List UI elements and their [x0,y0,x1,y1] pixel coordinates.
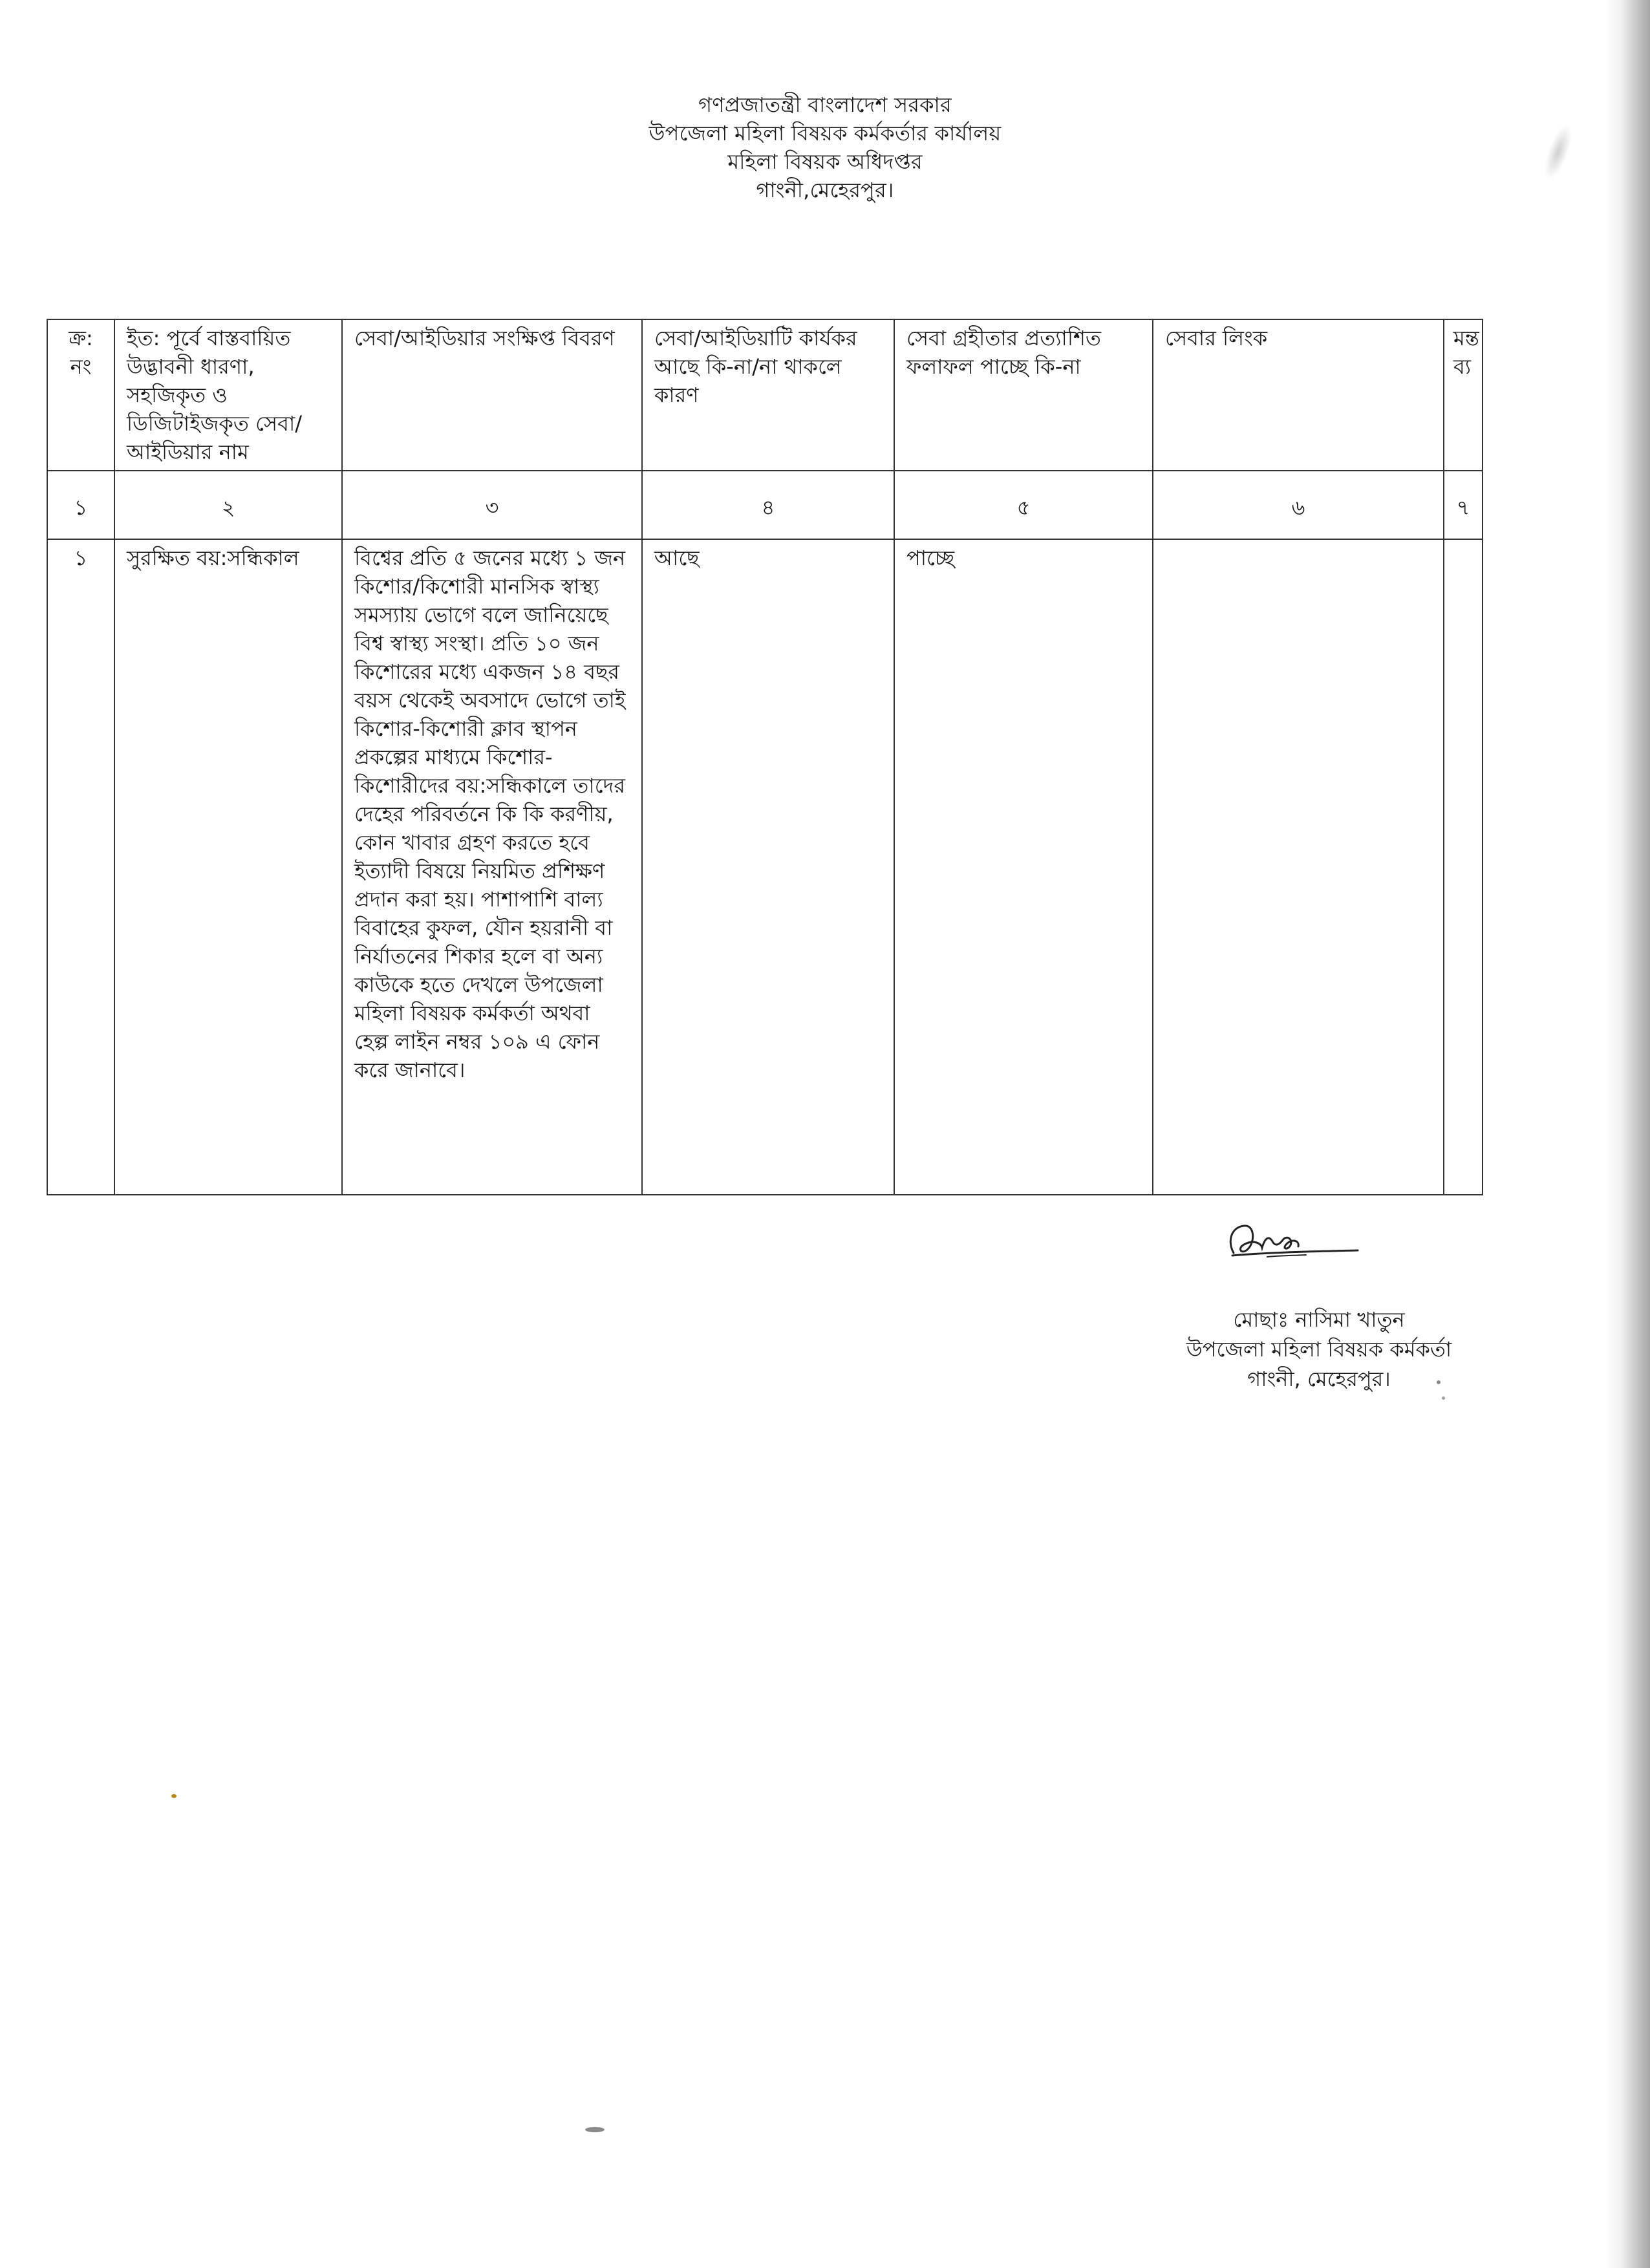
handwritten-signature [1222,1215,1364,1267]
column-header-description: সেবা/আইডিয়ার সংক্ষিপ্ত বিবরণ [342,319,642,471]
scan-speck [585,2127,605,2132]
row-active-status: আছে [642,539,894,1195]
row-idea-name: সুরক্ষিত বয়:সন্ধিকাল [114,539,342,1195]
innovation-report-table [47,319,1483,1195]
column-header-idea-name: ইত: পূর্বে বাস্তবায়িত উদ্ভাবনী ধারণা, সহজিকৃত ও ডিজিটাইজকৃত সেবা/আইডিয়ার নাম [114,319,342,471]
header-office: উপজেলা মহিলা বিষয়ক কর্মকর্তার কার্যালয় [648,121,1002,145]
row-serial: ১ [47,539,114,1195]
signatory-location: গাংনী, মেহেরপুর। [1247,1367,1391,1391]
signatory-name: মোছাঃ নাসিমা খাতুন [1233,1307,1405,1332]
scan-edge-shadow [1605,0,1650,2268]
header-location: গাংনী,মেহেরপুর। [756,178,894,202]
document-header [0,91,1650,204]
scan-speck [1442,1396,1445,1400]
row-description: বিশ্বের প্রতি ৫ জনের মধ্যে ১ জন কিশোর/কিশোরী মানসিক স্বাস্থ্য সমস্যায় ভোগে বলে জানিয়েছে বিশ্ব স্বাস্থ্য সংস্থা। প্রতি ১০ জন কিশোরের মধ্যে একজন ১৪ বছর বয়স থেকেই অবসাদে ভোগে তাই কিশোর-কিশোরী ক্লাব স্থাপন প্রকল্পের মাধ্যমে কিশোর-কিশোরীদের বয়:সন্ধিকালে তাদের দেহের পরিবর্তনে কি কি করণীয়, কোন খাবার গ্রহণ করতে হবে ইত্যাদী বিষয়ে নিয়মিত প্রশিক্ষণ প্রদান করা হয়। পাশাপাশি বাল্য বিবাহের কুফল, যৌন হয়রানী বা নির্যাতনের শিকার হলে বা অন্য কাউকে হতে দেখলে উপজেলা মহিলা বিষয়ক কর্মকর্তা অথবা হেল্প লাইন নম্বর ১০৯ এ ফোন করে জানাবে। [342,539,642,1195]
column-number: ৬ [1153,471,1444,539]
column-number: ২ [114,471,342,539]
column-number: ৭ [1444,471,1483,539]
column-header-serial: ক্র: নং [47,319,114,471]
signatory-designation: উপজেলা মহিলা বিষয়ক কর্মকর্তা [1186,1337,1452,1362]
column-number: ১ [47,471,114,539]
header-government: গণপ্রজাতন্ত্রী বাংলাদেশ সরকার [698,92,952,117]
column-header-active-status: সেবা/আইডিয়াটি কার্যকর আছে কি-না/না থাকলে কারণ [642,319,894,471]
scan-speck [171,1794,177,1798]
column-header-expected-result: সেবা গ্রহীতার প্রত্যাশিত ফলাফল পাচ্ছে কি-না [894,319,1153,471]
table-column-number-row [47,471,1483,539]
table-row [47,539,1483,1195]
row-remarks [1444,539,1483,1195]
column-number: ৫ [894,471,1153,539]
column-header-service-link: সেবার লিংক [1153,319,1444,471]
row-expected-result: পাচ্ছে [894,539,1153,1195]
header-directorate: মহিলা বিষয়ক অধিদপ্তর [727,149,923,174]
column-header-remarks: মন্তব্য [1444,319,1483,471]
signature-block [1099,1305,1539,1394]
column-number: ৩ [342,471,642,539]
row-service-link [1153,539,1444,1195]
scan-speck [1437,1380,1441,1384]
table-header-row [47,319,1483,471]
column-number: ৪ [642,471,894,539]
